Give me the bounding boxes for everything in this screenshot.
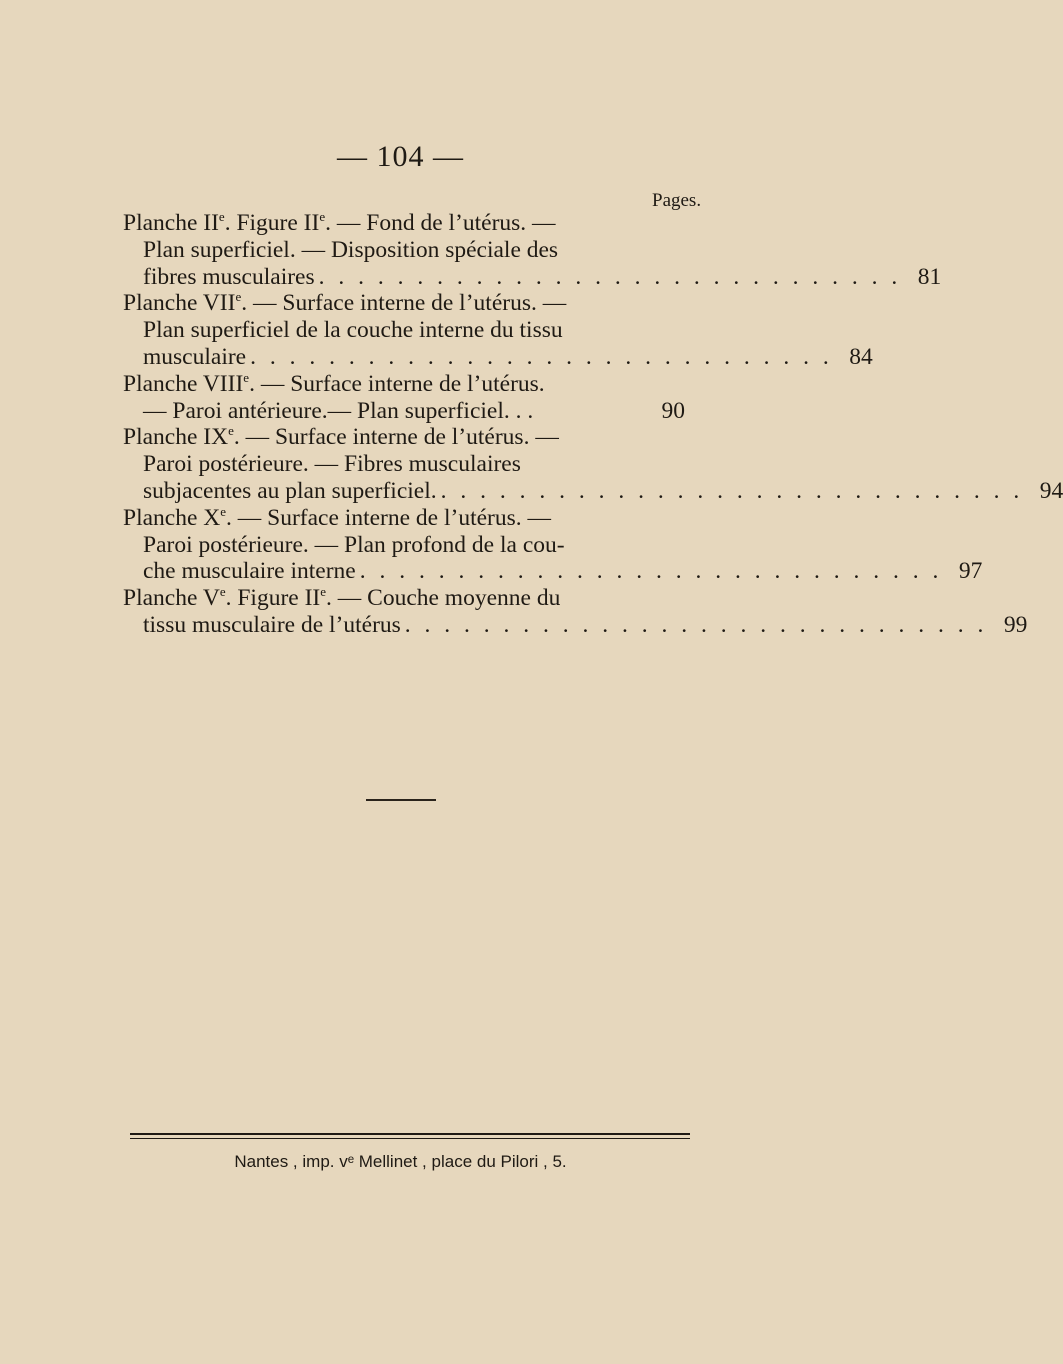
toc-entry-line bbox=[123, 398, 685, 425]
leader-dots: . . . . . . . . . . . . . . . . . . . . . . . . . . . . . . bbox=[359, 558, 943, 585]
toc-entry-text: Plan superficiel. — Disposition spéciale des bbox=[143, 236, 559, 263]
toc-entry-text: fibres musculaires bbox=[143, 263, 315, 290]
toc-entry-text: Planche IIe. Figure IIe. — Fond de l’utérus. — bbox=[123, 209, 556, 236]
pages-column-label: Pages. bbox=[652, 190, 702, 211]
toc-entry-line bbox=[123, 237, 685, 264]
toc-entry bbox=[123, 503, 983, 585]
leader-dots: . . . . . . . . . . . . . . . . . . . . . . . . . . . . . . bbox=[440, 477, 1024, 504]
toc-entry-line bbox=[123, 290, 685, 317]
toc-entry bbox=[123, 371, 685, 425]
toc-entry-text: musculaire bbox=[143, 343, 247, 370]
leader-dots: . . . . . . . . . . . . . . . . . . . . . . . . . . . . . . bbox=[318, 263, 902, 290]
toc-entry-line bbox=[123, 424, 685, 451]
leader-dots: . . . . . . . . . . . . . . . . . . . . . . . . . . . . . . bbox=[250, 343, 833, 370]
toc-entry-text: Planche VIIe. — Surface interne de l’utérus. — bbox=[123, 289, 567, 317]
toc-page-number: 99 bbox=[1003, 611, 1028, 638]
toc-entry-line bbox=[123, 451, 685, 478]
toc-entry-text: Plan superficiel de la couche interne du tissu bbox=[143, 317, 563, 344]
toc-entry-line bbox=[123, 505, 685, 532]
toc-page-number: 90 bbox=[661, 397, 685, 424]
toc-entry-line bbox=[123, 558, 983, 585]
printer-imprint: Nantes , imp. vᵉ Mellinet , place du Pilori , 5. bbox=[234, 1152, 567, 1171]
toc-page-number: 97 bbox=[958, 558, 983, 585]
toc-entry-text: Planche VIIIe. — Surface interne de l’utérus. bbox=[123, 369, 545, 397]
toc-entry-line bbox=[123, 371, 685, 398]
toc-entry bbox=[123, 289, 873, 370]
toc-entry-text: Planche IXe. — Surface interne de l’utérus. — bbox=[123, 423, 559, 451]
footer-rule bbox=[130, 1133, 690, 1135]
toc-entry-line bbox=[123, 532, 685, 559]
toc-entry-text: che musculaire interne bbox=[143, 558, 356, 585]
toc-entry-line bbox=[123, 477, 1063, 505]
toc-page-number: 81 bbox=[917, 263, 942, 290]
toc-entry bbox=[123, 423, 1063, 504]
toc-entry-line bbox=[123, 210, 685, 237]
toc-entry-text: Planche Ve. Figure IIe. — Couche moyenne du bbox=[123, 584, 561, 612]
toc-entry-line bbox=[123, 317, 685, 344]
toc-entry-text: Paroi postérieure. — Plan profond de la cou- bbox=[143, 531, 565, 558]
toc-entry-line bbox=[123, 343, 873, 371]
toc-entry bbox=[123, 584, 1028, 639]
toc-entry-text: tissu musculaire de l’utérus bbox=[143, 611, 401, 638]
leader-dots: . . . . . . . . . . . . . . . . . . . . . . . . . . . . . . bbox=[404, 611, 988, 638]
toc-entry-line bbox=[123, 585, 685, 612]
toc-entry-text: Paroi postérieure. — Fibres musculaires bbox=[143, 451, 521, 478]
toc-page-number: 84 bbox=[849, 343, 873, 370]
toc-entry-text: Planche Xe. — Surface interne de l’utérus. — bbox=[123, 503, 552, 531]
toc-entry-line bbox=[123, 263, 942, 291]
footer-rule-thin bbox=[130, 1138, 690, 1139]
section-divider bbox=[366, 799, 436, 801]
table-of-contents bbox=[123, 209, 1063, 639]
toc-entry-line bbox=[123, 611, 1028, 639]
toc-entry-text: — Paroi antérieure.— Plan superficiel. . . bbox=[143, 397, 534, 424]
page-number: — 104 — bbox=[337, 140, 464, 173]
toc-entry-text: subjacentes au plan superficiel. bbox=[143, 477, 437, 504]
toc-entry bbox=[123, 209, 942, 290]
toc-page-number: 94 bbox=[1039, 477, 1063, 504]
